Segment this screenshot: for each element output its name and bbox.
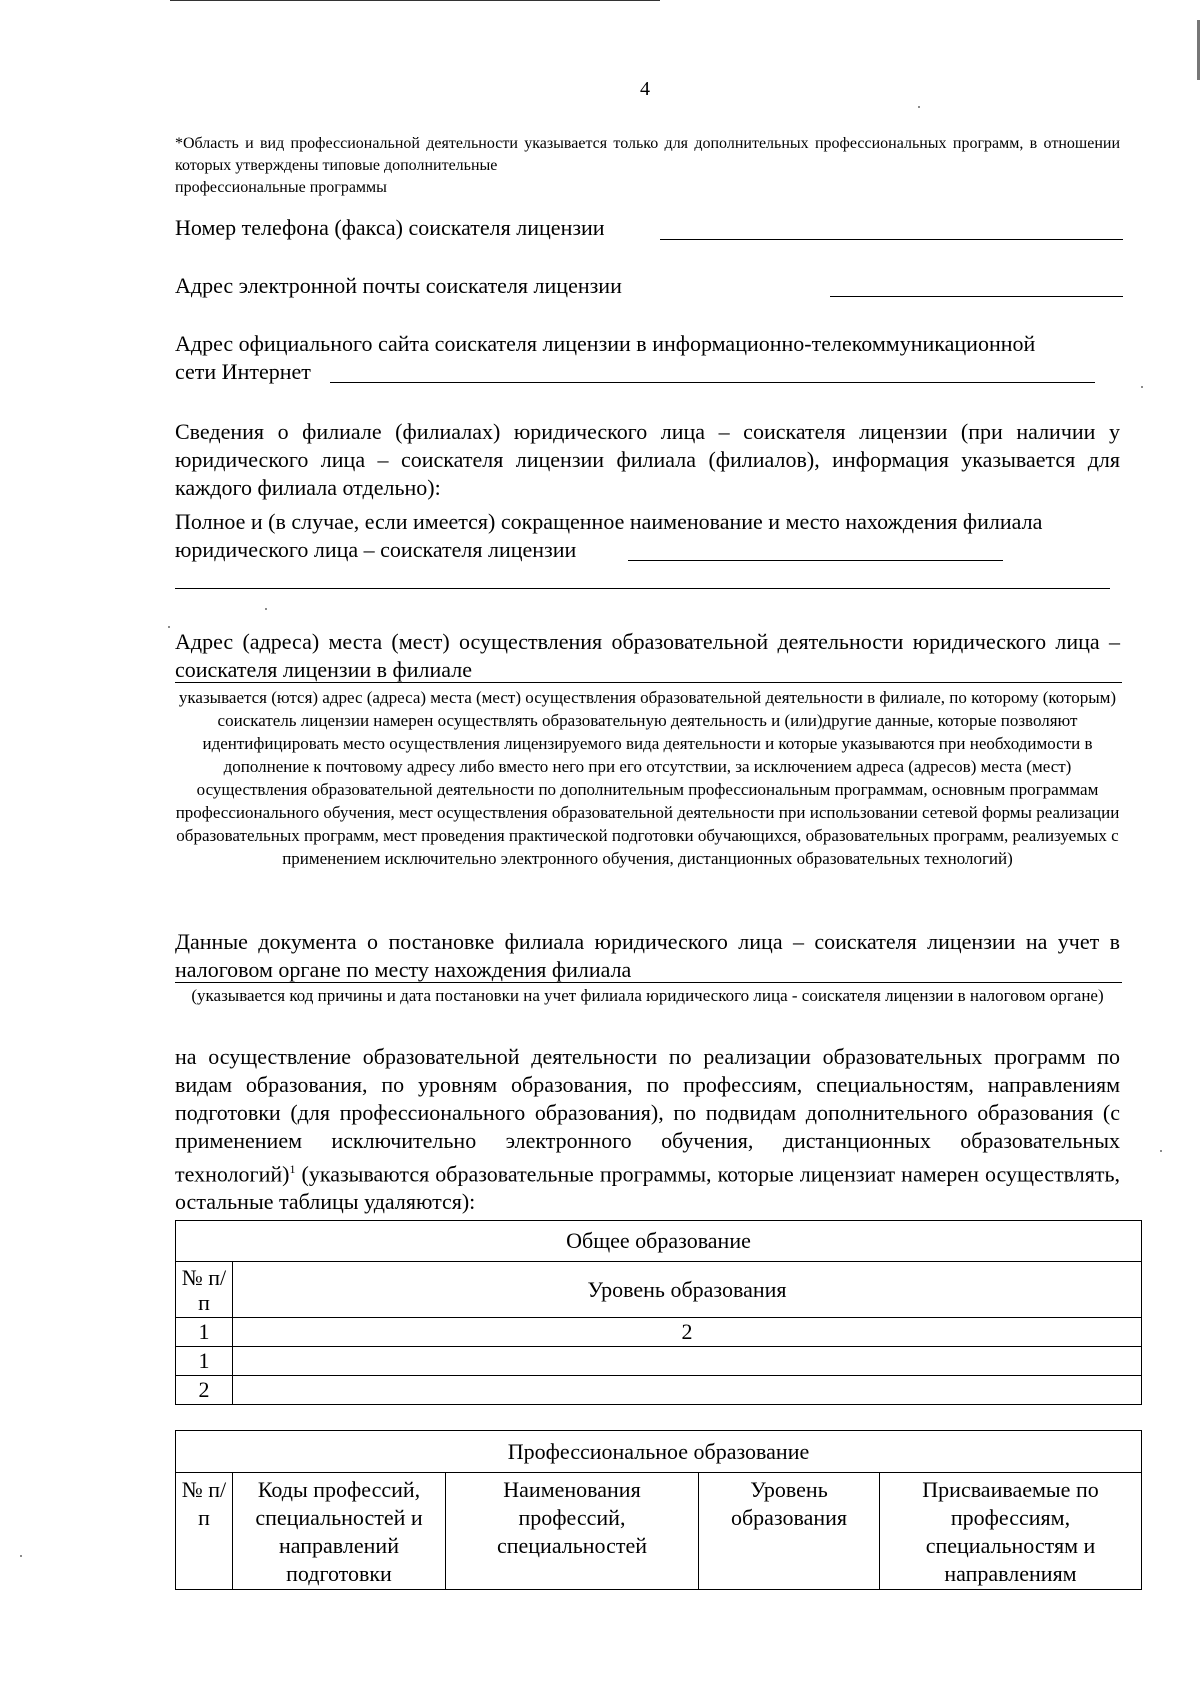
footnote-line-2: профессиональные программы <box>175 179 387 196</box>
general-row-1-num: 1 <box>176 1347 233 1376</box>
scan-border-top <box>170 0 660 1</box>
website-field[interactable] <box>330 382 1095 383</box>
general-row-2-level[interactable] <box>233 1376 1142 1405</box>
email-label: Адрес электронной почты соискателя лицензии <box>175 273 622 298</box>
professional-col-qualification-header: Присваиваемые по профессиям, специальностям и направлениям <box>880 1473 1142 1590</box>
scan-speck <box>20 1555 22 1557</box>
branch-address-hint: указывается (ются) адрес (адреса) места (мест) осуществления образовательной деятельности в филиале, по которому (которым) соискатель лицензии намерен осуществлять образовательную деятельность и (или)другие данные, которые позволяют идентифицировать место осуществления лицензируемого вида деятельности и которые указываются при необходимости в дополнение к почтовому адресу либо вместо него при его отсутствии, за исключением адреса (адресов) места (мест) осуществления образовательной деятельности по дополнительным профессиональным программам, основным программам профессионального обучения, мест осуществления образовательной деятельности при использовании сетевой формы реализации образовательных программ, мест проведения практической подготовки обучающихся, образовательных программ, реализуемых с применением исключительно электронного обучения, дистанционных образовательных технологий) <box>175 688 1120 868</box>
professional-col-level-header: Уровень образования <box>699 1473 880 1590</box>
page-number: 4 <box>640 78 650 100</box>
general-education-table <box>175 1220 1142 1405</box>
general-row-1-level[interactable] <box>233 1347 1142 1376</box>
phone-label: Номер телефона (факса) соискателя лицензии <box>175 215 605 240</box>
general-education-title: Общее образование <box>176 1221 1142 1262</box>
general-col-level-header: Уровень образования <box>233 1262 1142 1318</box>
general-col-num-header: № п/п <box>176 1262 233 1318</box>
branch-tax-label: Данные документа о постановке филиала юридического лица – соискателя лицензии на учет в налоговом органе по месту нахождения филиала <box>175 929 1120 982</box>
scan-speck <box>265 608 267 610</box>
email-field[interactable] <box>830 296 1123 297</box>
footnote-marker: 1 <box>289 1162 296 1176</box>
activity-text-after: (указываются образовательные программы, которые лицензиат намерен осуществлять, остальные таблицы удаляются): <box>175 1161 1120 1215</box>
professional-col-codes-header: Коды профессий, специальностей и направлений подготовки <box>233 1473 446 1590</box>
website-label-line-2: сети Интернет <box>175 359 311 384</box>
website-label-line-1: Адрес официального сайта соискателя лицензии в информационно-телекоммуникационной <box>175 331 1036 356</box>
branch-intro: Сведения о филиале (филиалах) юридического лица – соискателя лицензии (при наличии у юридического лица – соискателя лицензии филиала (филиалов), информация указывается для каждого филиала отдельно): <box>175 419 1120 500</box>
branch-name-field[interactable] <box>628 560 1003 561</box>
phone-field[interactable] <box>660 239 1123 240</box>
professional-education-title: Профессиональное образование <box>176 1431 1142 1473</box>
scan-speck <box>1141 386 1143 388</box>
table-row <box>176 1376 1142 1405</box>
branch-address-label: Адрес (адреса) места (мест) осуществления образовательной деятельности юридического лица – соискателя лицензии в филиале <box>175 629 1120 682</box>
general-index-cell-2: 2 <box>233 1318 1142 1347</box>
general-row-2-num: 2 <box>176 1376 233 1405</box>
branch-tax-field[interactable] <box>175 982 1122 983</box>
branch-name-label-line-2: юридического лица – соискателя лицензии <box>175 537 577 562</box>
branch-name-field-continued[interactable] <box>175 588 1110 589</box>
branch-tax-hint: (указывается код причины и дата постановки на учет филиала юридического лица - соискателя лицензии в налоговом органе) <box>191 986 1104 1005</box>
general-index-cell-1: 1 <box>176 1318 233 1347</box>
table-row <box>176 1347 1142 1376</box>
footnote-line-1: *Область и вид профессиональной деятельности указывается только для дополнительных профессиональных программ, в отношении которых утверждены типовые дополнительные <box>175 135 1120 174</box>
footnote-activity-area <box>175 133 1120 199</box>
branch-name-label-line-1: Полное и (в случае, если имеется) сокращенное наименование и место нахождения филиала <box>175 509 1043 534</box>
activity-text-before: на осуществление образовательной деятельности по реализации образовательных программ по видам образования, по уровням образования, по профессиям, специальностям, направлениям подготовки (для профессионального образования), по подвидам дополнительного образования (с применением исключительно электронного обучения, дистанционных образовательных технологий) <box>175 1044 1120 1187</box>
professional-education-table <box>175 1430 1142 1590</box>
scan-speck <box>918 106 920 108</box>
professional-col-names-header: Наименования профессий, специальностей <box>446 1473 699 1590</box>
activity-paragraph <box>175 1043 1120 1216</box>
scan-speck <box>1160 1150 1162 1152</box>
branch-address-field[interactable] <box>175 682 1122 683</box>
professional-col-num-header: № п/п <box>176 1473 233 1590</box>
scan-speck <box>168 626 170 628</box>
